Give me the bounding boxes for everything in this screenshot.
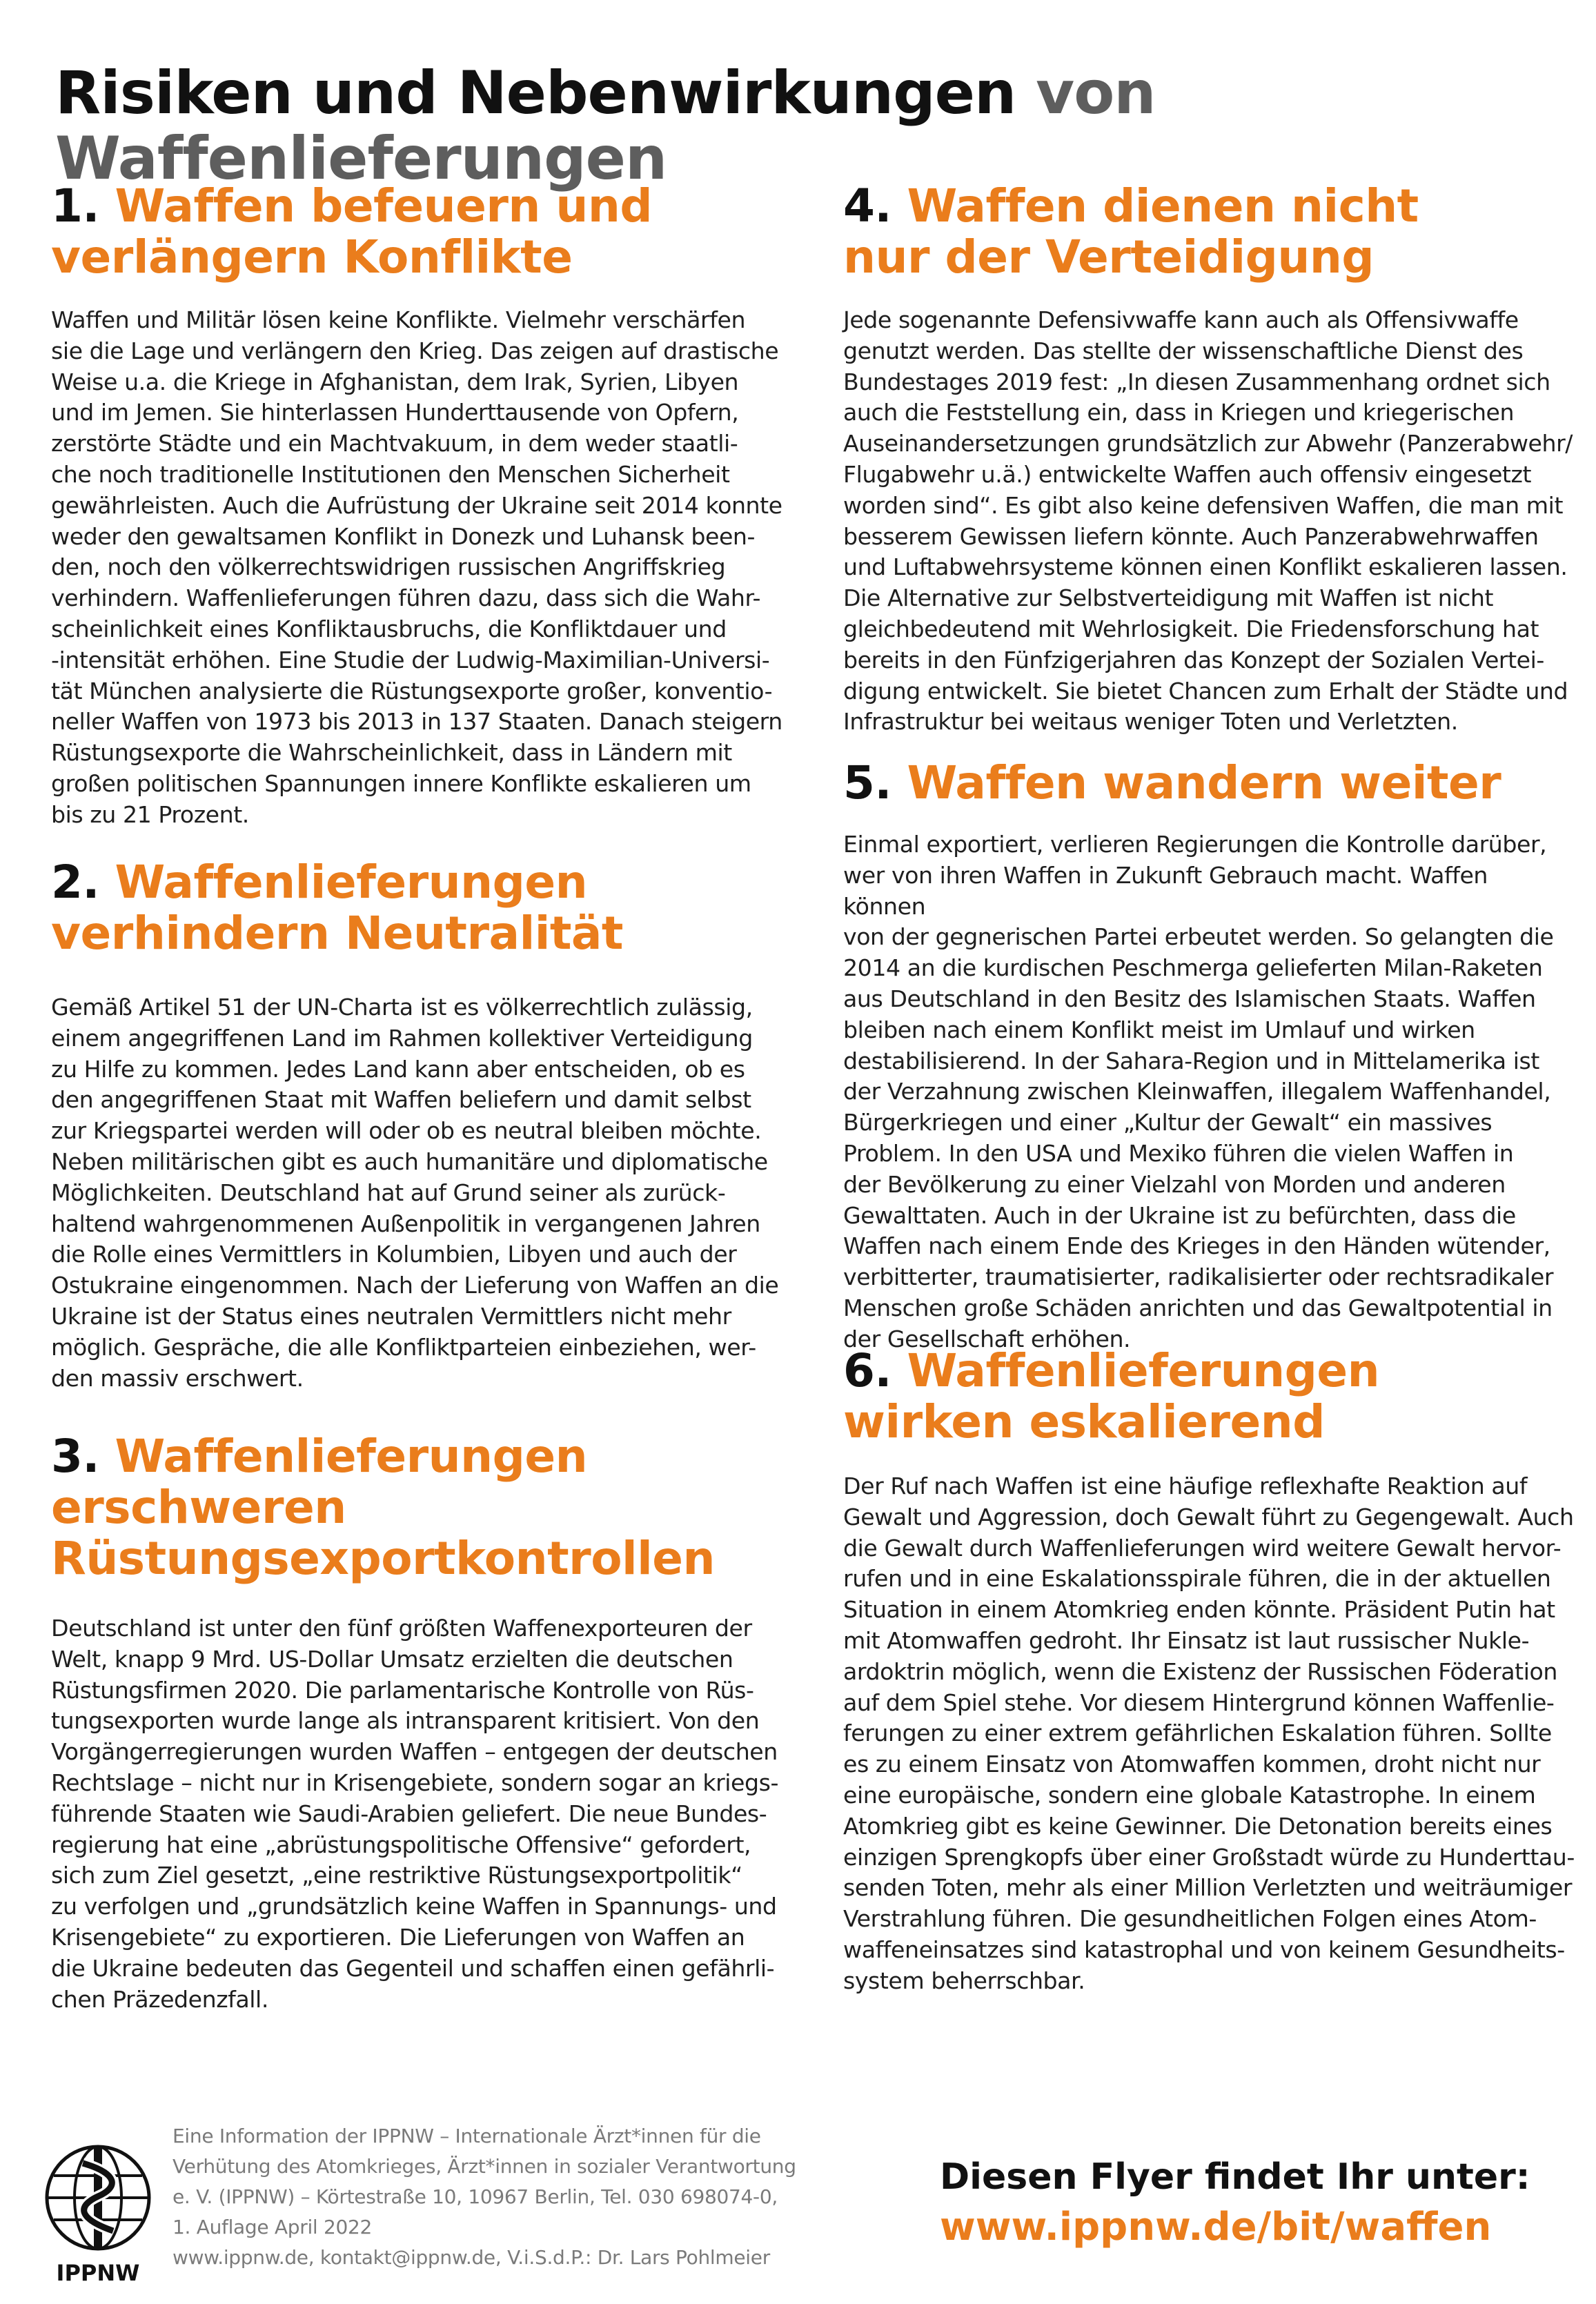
section-title: Waffen dienen nicht nur der Verteidigung: [843, 179, 1419, 284]
section-heading: [51, 1431, 789, 1584]
section-body: Waffen und Militär lösen keine Konflikte. Vielmehr verschärfen sie die Lage und verlängern den Krieg. Das zeigen auf drastische Weise u.a. die Kriege in Afghanistan, dem Irak, Syrien, Libyen und im Jemen. Sie hinterlassen Hunderttausende von Opfern, zerstörte Städte und ein Machtvakuum, in dem weder staatli- che noch traditionelle Institutionen den Menschen Sicherheit gewährleisten. Auch die Aufrüstung der Ukraine seit 2014 konnte weder den gewaltsamen Konflikt in Donezk und Luhansk been- den, noch den völkerrechtswidrigen russischen Angriffskrieg verhindern. Waffenlieferungen führen dazu, dass sich die Wahr- scheinlichkeit eines Konfliktausbruchs, die Konfliktdauer und -intensität erhöhen. Eine Studie der Ludwig-Maximilian-Universi- tät München analysierte die Rüstungsexporte großer, konventio- neller Waffen von 1973 bis 2013 in 137 Staaten. Danach steigern Rüstungsexporte die Wahrscheinlichkeit, dass in Ländern mit großen politischen Spannungen innere Konflikte eskalieren um bis zu 21 Prozent.: [51, 306, 782, 828]
section-body: Jede sogenannte Defensivwaffe kann auch als Offensivwaffe genutzt werden. Das stellte der wissenschaftliche Dienst des Bundestages 2019 fest: „In diesen Zusammenhang ordnet sich auch die Feststellung ein, dass in Kriegen und kriegerischen Auseinandersetzungen grundsätzlich zur Abwehr (Panzerabwehr/ Flugabwehr u.ä.) entwickelte Waffen auch offensiv eingesetzt worden sind“. Es gibt also keine defensiven Waffen, die man mit besserem Gewissen liefern könnte. Auch Panzerabwehrwaffen und Luftabwehrsysteme können einen Konflikt eskalieren lassen. Die Alternative zur Selbstverteidigung mit Waffen ist nicht gleichbedeutend mit Wehrlosigkeit. Die Friedensforschung hat bereits in den Fünfzigerjahren das Konzept der Sozialen Vertei- digung entwickelt. Sie bietet Chancen zum Erhalt der Städte und Infrastruktur bei weitaus weniger Toten und Verletzten.: [843, 306, 1573, 736]
section-number: 1.: [51, 179, 99, 233]
page-title: [55, 61, 1559, 191]
section-number: 6.: [843, 1344, 891, 1397]
section-number: 3.: [51, 1430, 99, 1483]
logo-text: IPPNW: [56, 2260, 140, 2286]
ippnw-logo: [43, 2143, 153, 2287]
section-body: Gemäß Artikel 51 der UN-Charta ist es völkerrechtlich zulässig, einem angegriffenen Land im Rahmen kollektiver Verteidigung zu Hilfe zu kommen. Jedes Land kann aber entscheiden, ob es den angegriffenen Staat mit Waffen beliefern und damit selbst zur Kriegspartei werden will oder ob es neutral bleiben möchte. Neben militärischen gibt es auch humanitäre und diplomatische Möglichkeiten. Deutschland hat auf Grund seiner als zurück- haltend wahrgenommenen Außenpolitik in vergangenen Jahren die Rolle eines Vermittlers in Kolumbien, Libyen und auch der Ostukraine eingenommen. Nach der Lieferung von Waffen an die Ukraine ist der Status eines neutralen Vermittlers nicht mehr möglich. Gespräche, die alle Konfliktparteien einbeziehen, wer- den massiv erschwert.: [51, 994, 779, 1392]
section-heading: [843, 758, 1575, 809]
cta-link[interactable]: www.ippnw.de/bit/waffen: [940, 2205, 1492, 2249]
cta-label: Diesen Flyer findet Ihr unter:: [940, 2156, 1530, 2198]
section-4: [843, 181, 1575, 738]
section-heading: [51, 181, 789, 283]
section-title: Waffen befeuern und verlängern Konflikte: [51, 179, 653, 284]
section-3: [51, 1431, 789, 2015]
section-heading: [843, 1346, 1575, 1448]
section-number: 5.: [843, 756, 891, 809]
section-6: [843, 1346, 1575, 1997]
section-body: Einmal exportiert, verlieren Regierungen die Kontrolle darüber, wer von ihren Waffen in Zukunft Gebrauch macht. Waffen können von der gegnerischen Partei erbeutet werden. So gelangten die 2014 an die kurdischen Peschmerga gelieferten Milan-Raketen aus Deutschland in den Besitz des Islamischen Staats. Waffen bleiben nach einem Konflikt meist im Umlauf und wirken destabilisierend. In der Sahara-Region und in Mittelamerika ist der Verzahnung zwischen Kleinwaffen, illegalem Waffenhandel, Bürgerkriegen und einer „Kultur der Gewalt“ ein massives Problem. In den USA und Mexiko führen die vielen Waffen in der Bevölkerung zu einer Vielzahl von Morden und anderen Gewalttaten. Auch in der Ukraine ist zu befürchten, dass die Waffen nach einem Ende des Krieges in den Händen wütender, verbitterter, traumatisierter, radikalisierter oder rechtsradikaler Menschen große Schäden anrichten und das Gewaltpotential in der Gesellschaft erhöhen.: [843, 831, 1554, 1352]
title-main: Risiken und Nebenwirkungen: [55, 59, 1016, 128]
section-title: Waffenlieferungen erschweren Rüstungsexportkontrollen: [51, 1430, 716, 1585]
section-body: Deutschland ist unter den fünf größten Waffenexporteuren der Welt, knapp 9 Mrd. US-Dollar Umsatz erzielten die deutschen Rüstungsfirmen 2020. Die parlamentarische Kontrolle von Rüs- tungsexporten wurde lange als intransparent kritisiert. Von den Vorgängerregierungen wurden Waffen – entgegen der deutschen Rechtslage – nicht nur in Krisengebiete, sondern sogar an kriegs- führende Staaten wie Saudi-Arabien geliefert. Die neue Bundes- regierung hat eine „abrüstungspolitische Offensive“ gefordert, sich zum Ziel gesetzt, „eine restriktive Rüstungsexportpolitik“ zu verfolgen und „grundsätzlich keine Waffen in Spannungs- und Krisengebiete“ zu exportieren. Die Lieferungen von Waffen an die Ukraine bedeuten das Gegenteil und schaffen einen gefährli- chen Präzedenzfall.: [51, 1615, 779, 2013]
section-1: [51, 181, 789, 831]
section-number: 2.: [51, 856, 99, 909]
section-heading: [843, 181, 1575, 283]
section-2: [51, 857, 789, 1394]
section-title: Waffenlieferungen wirken eskalierend: [843, 1344, 1380, 1448]
section-heading: [51, 857, 789, 959]
title-rest: von Waffenlieferungen: [55, 59, 1156, 193]
footer-info: Eine Information der IPPNW – Internationale Ärzt*innen für die Verhütung des Atomkrieges, Ärzt*innen in sozialer Verantwortung e. V. (IPPNW) – Körtestraße 10, 10967 Berlin, Tel. 030 698074-0, 1. Auflage April 2022 www.ippnw.de, kontakt@ippnw.de, V.i.S.d.P.: Dr. Lars Pohlmeier: [173, 2125, 796, 2269]
section-title: Waffenlieferungen verhindern Neutralität: [51, 856, 623, 960]
section-5: [843, 758, 1575, 1355]
section-number: 4.: [843, 179, 891, 233]
section-body: Der Ruf nach Waffen ist eine häufige reflexhafte Reaktion auf Gewalt und Aggression, doch Gewalt führt zu Gegengewalt. Auch die Gewalt durch Waffenlieferungen wird weitere Gewalt hervor- rufen und in eine Eskalationsspirale führen, die in der aktuellen Situation in einem Atomkrieg enden könnte. Präsident Putin hat mit Atomwaffen gedroht. Ihr Einsatz ist laut russischer Nukle- ardoktrin möglich, wenn die Existenz der Russischen Föderation auf dem Spiel stehe. Vor diesem Hintergrund können Waffenlie- ferungen zu einer extrem gefährlichen Eskalation führen. Sollte es zu einem Einsatz von Atomwaffen kommen, droht nicht nur eine europäische, sondern eine globale Katastrophe. In einem Atomkrieg gibt es keine Gewinner. Die Detonation bereits eines einzigen Sprengkopfs über einer Großstadt würde zu Hunderttau- senden Toten, mehr als einer Million Verletzten und weiträumiger Verstrahlung führen. Die gesundheitlichen Folgen eines Atom- waffeneinsatzes sind katastrophal und von keinem Gesundheits- system beherrschbar.: [843, 1473, 1575, 1994]
section-title: Waffen wandern weiter: [891, 756, 1501, 809]
globe-caduceus-icon: [43, 2143, 153, 2256]
